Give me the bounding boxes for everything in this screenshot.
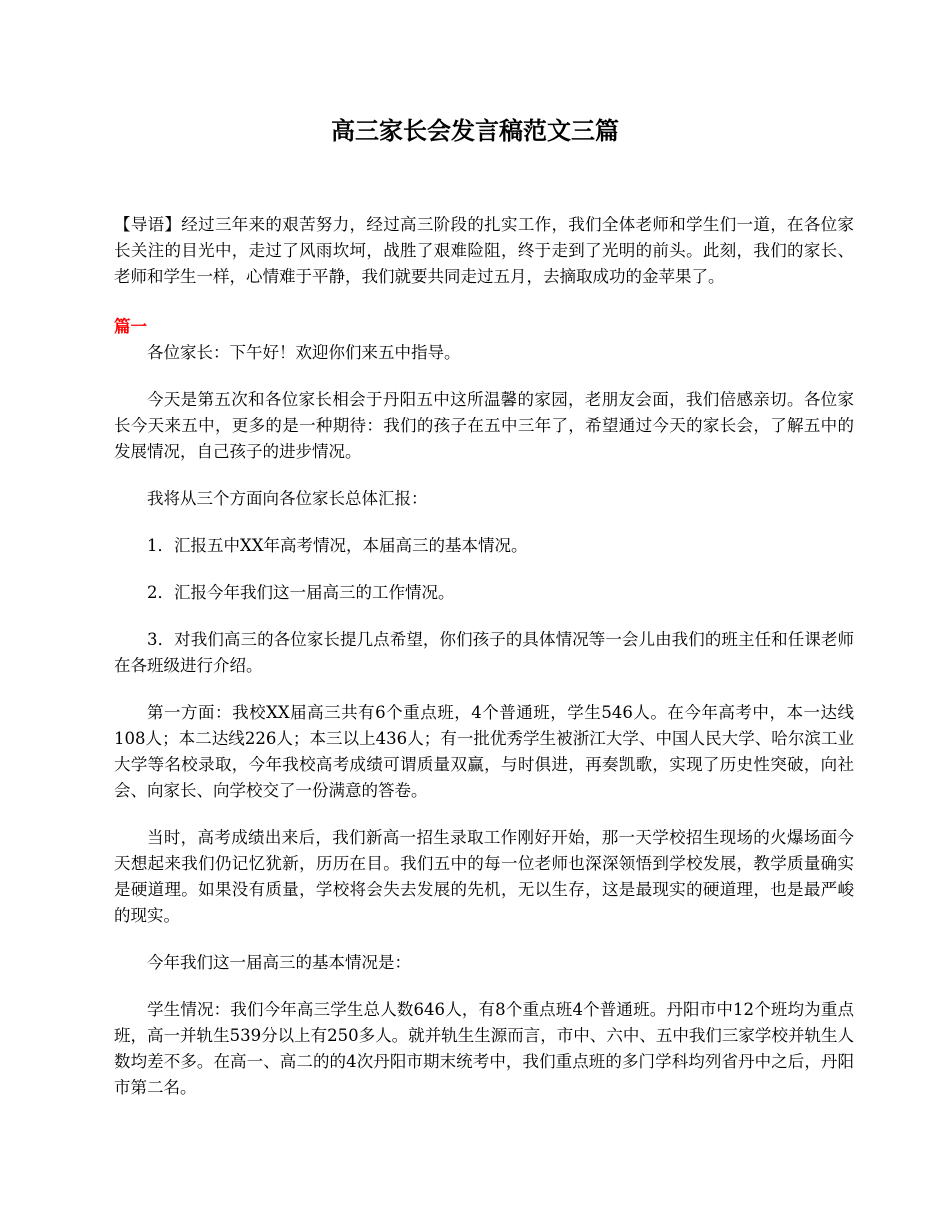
body-paragraph: 当时，高考成绩出来后，我们新高一招生录取工作刚好开始，那一天学校招生现场的火爆场面今天想起来我们仍记忆犹新，历历在目。我们五中的每一位老师也深深领悟到学校发展，教学质量确实是硬道理。如果没有质量，学校将会失去发展的先机，无以生存，这是最现实的硬道理，也是最严峻的现实。 (114, 828, 854, 925)
body-paragraph: 我将从三个方面向各位家长总体汇报： (147, 489, 428, 508)
document-title: 高三家长会发言稿范文三篇 (331, 116, 619, 145)
body-paragraph: 第一方面：我校XX届高三共有6个重点班，4个普通班，学生546人。在今年高考中，本一达线108人；本二达线226人；本三以上436人；有一批优秀学生被浙江大学、中国人民大学、哈尔滨工业大学等名校录取，今年我校高考成绩可谓质量双赢，与时俱进，再奏凯歌，实现了历史性突破，向社会、向家长、向学校交了一份满意的答卷。 (114, 703, 854, 800)
section-heading: 篇一 (114, 317, 147, 336)
body-paragraph: 3．对我们高三的各位家长提几点希望，你们孩子的具体情况等一会儿由我们的班主任和任课老师在各班级进行介绍。 (114, 630, 854, 675)
body-paragraph: 学生情况：我们今年高三学生总人数646人，有8个重点班4个普通班。丹阳市中12个班均为重点班，高一并轨生539分以上有250多人。就并轨生生源而言，市中、六中、五中我们三家学校并轨生人数均差不多。在高一、高二的的4次丹阳市期末统考中，我们重点班的多门学科均列省丹中之后，丹阳市第二名。 (114, 1000, 854, 1097)
body-paragraph: 各位家长：下午好！欢迎你们来五中指导。 (147, 343, 461, 362)
body-paragraph: 2．汇报今年我们这一届高三的工作情况。 (147, 583, 455, 602)
document-body (114, 212, 854, 1122)
body-paragraph: 今天是第五次和各位家长相会于丹阳五中这所温馨的家园，老朋友会面，我们倍感亲切。各位家长今天来五中，更多的是一种期待：我们的孩子在五中三年了，希望通过今天的家长会，了解五中的发展情况，自己孩子的进步情况。 (114, 390, 854, 461)
body-paragraph: 1．汇报五中XX年高考情况，本届高三的基本情况。 (147, 536, 528, 555)
intro-paragraph: 【导语】经过三年来的艰苦努力，经过高三阶段的扎实工作，我们全体老师和学生们一道，在各位家长关注的目光中，走过了风雨坎坷，战胜了艰难险阻，终于走到了光明的前头。此刻，我们的家长、老师和学生一样，心情难于平静，我们就要共同走过五月，去摘取成功的金苹果了。 (114, 215, 854, 286)
body-paragraph: 今年我们这一届高三的基本情况是： (147, 953, 411, 972)
